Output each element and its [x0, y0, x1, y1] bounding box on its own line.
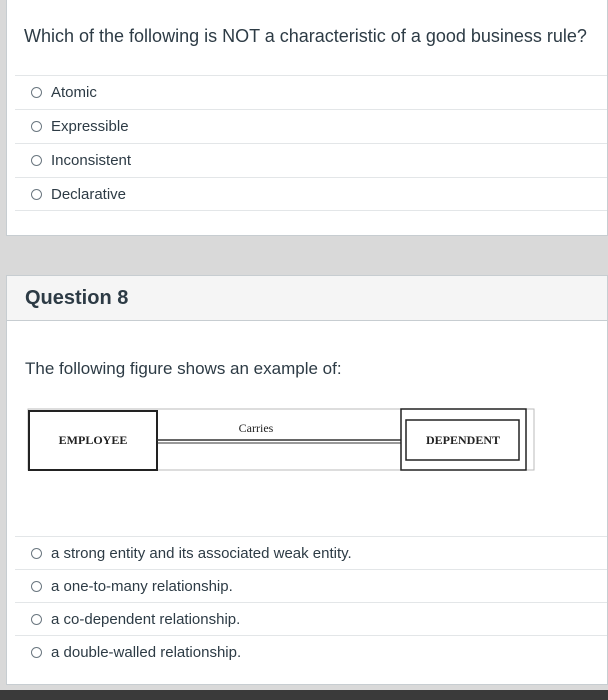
radio-button-icon[interactable]	[31, 647, 42, 658]
answer-option[interactable]	[15, 177, 607, 211]
answer-option[interactable]	[15, 635, 607, 668]
answer-label: Atomic	[51, 84, 97, 101]
relationship-label: Carries	[238, 421, 274, 435]
answer-label: Declarative	[51, 185, 127, 203]
answer-option[interactable]	[15, 109, 607, 143]
answer-option[interactable]	[15, 143, 607, 177]
question-title: Question 8	[25, 286, 129, 309]
question-8-answers	[15, 536, 607, 668]
employee-entity-label: EMPLOYEE	[58, 433, 128, 447]
radio-button-icon[interactable]	[31, 614, 42, 625]
dependent-entity-label: DEPENDENT	[425, 433, 501, 447]
answer-label: Inconsistent	[51, 152, 132, 169]
radio-button-icon[interactable]	[31, 155, 42, 166]
question-8-text: The following figure shows an example of:	[25, 359, 342, 378]
answer-label: a double-walled relationship.	[51, 643, 242, 661]
question-header	[7, 276, 607, 321]
radio-button-icon[interactable]	[31, 548, 42, 559]
erd-figure	[27, 408, 535, 480]
radio-button-icon[interactable]	[31, 87, 42, 98]
answer-label: a co-dependent relationship.	[51, 610, 241, 628]
answer-option[interactable]	[15, 569, 607, 602]
radio-button-icon[interactable]	[31, 121, 42, 132]
answer-label: a one-to-many relationship.	[51, 577, 233, 595]
radio-button-icon[interactable]	[31, 581, 42, 592]
question-7-card	[6, 0, 608, 236]
answer-option[interactable]	[15, 602, 607, 635]
question-7-answers	[15, 75, 607, 211]
answer-label: a strong entity and its associated weak entity.	[51, 544, 352, 562]
radio-button-icon[interactable]	[31, 189, 42, 200]
question-7-text: Which of the following is NOT a characteristic of a good business rule?	[24, 26, 587, 46]
answer-option[interactable]	[15, 536, 607, 569]
answer-label: Expressible	[51, 118, 129, 135]
bottom-bar	[0, 690, 608, 700]
answer-option[interactable]	[15, 75, 607, 109]
question-8-card	[6, 275, 608, 685]
